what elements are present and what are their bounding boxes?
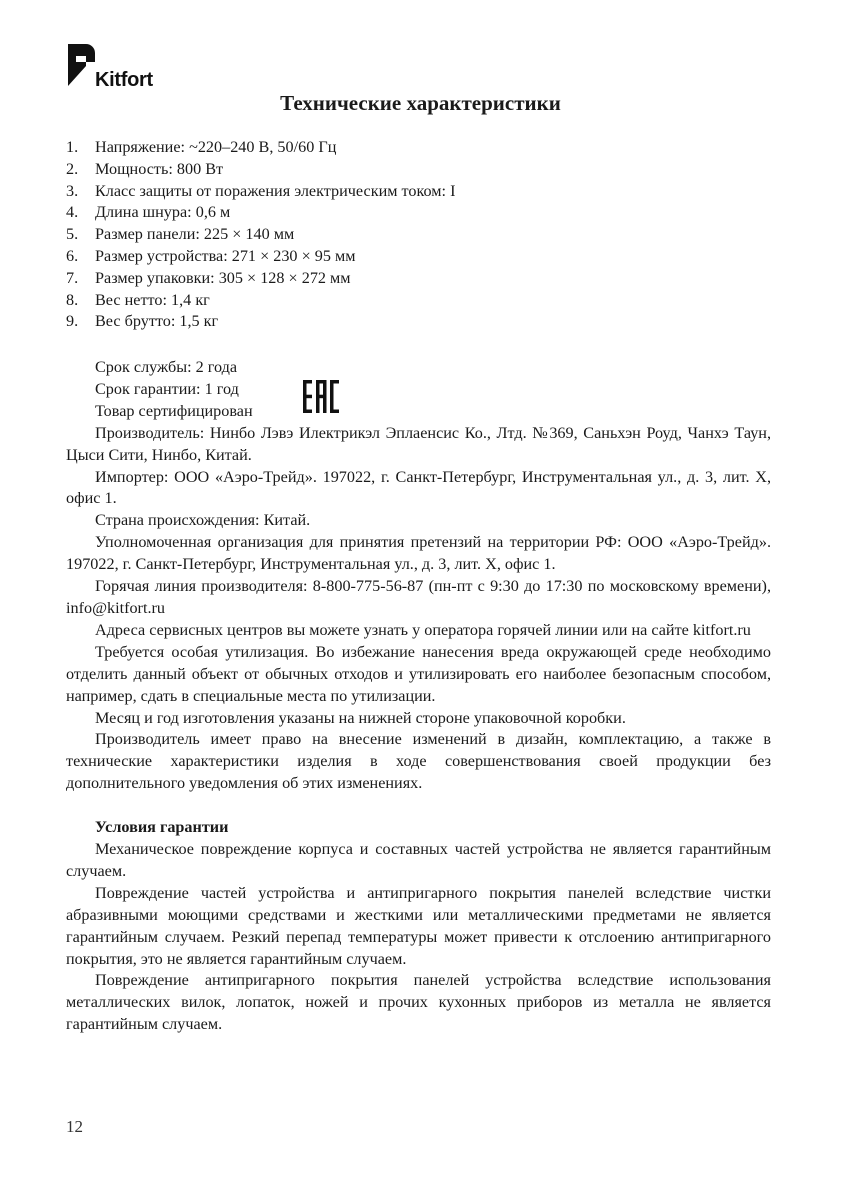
importer: Импортер: ООО «Аэро-Трейд». 197022, г. Санкт-Петербург, Инструментальная ул., д. 3, лит. Х, офис 1. — [66, 467, 771, 508]
authorized-organization: Уполномоченная организация для принятия претензий на территории РФ: ООО «Аэро-Трейд». 197022, г. Санкт-Петербург, Инструментальная ул., д. 3, лит. Х, офис 1. — [66, 533, 771, 574]
item-number: 5. — [66, 225, 79, 244]
specs-list — [66, 137, 455, 333]
item-number: 9. — [66, 312, 79, 331]
hotline: Горячая линия производителя: 8-800-775-56-87 (пн-пт с 9:30 до 17:30 по московскому времени), info@kitfort.ru — [66, 577, 771, 617]
item-number: 4. — [66, 203, 79, 222]
item-number: 1. — [66, 138, 79, 156]
service-centers: Адреса сервисных центров вы можете узнать у оператора горячей линии или на сайте kitfort.ru — [95, 620, 751, 639]
page-title: Технические характеристики — [280, 91, 561, 115]
list-item — [66, 268, 455, 290]
item-number: 2. — [66, 159, 79, 178]
item-text: Вес брутто: 1,5 кг — [95, 312, 219, 331]
list-item — [66, 181, 455, 203]
service-life: Срок службы: 2 года — [95, 358, 238, 376]
list-item — [66, 202, 455, 224]
info-section — [66, 357, 771, 1036]
country-of-origin: Страна происхождения: Китай. — [95, 511, 311, 530]
warranty-period: Срок гарантии: 1 год — [95, 379, 239, 398]
warranty-heading: Условия гарантии — [95, 818, 229, 837]
item-text: Мощность: 800 Вт — [95, 159, 224, 178]
list-item — [66, 290, 455, 312]
manufacture-date-note: Месяц и год изготовления указаны на нижней стороне упаковочной коробки. — [95, 708, 626, 727]
page-number: 12 — [66, 1117, 83, 1136]
brand-name: Kitfort — [95, 69, 153, 91]
list-item — [66, 246, 455, 268]
item-number: 7. — [66, 268, 79, 287]
eac-mark-icon — [303, 380, 339, 413]
certification-block — [66, 357, 771, 423]
manufacturer: Производитель: Нинбо Лэвэ Илектрикэл Эплаенсис Ко., Лтд. №369, Саньхэн Роуд, Чанхэ Таун, Цыси Сити, Нинбо, Китай. — [66, 423, 771, 464]
warranty-paragraph: Механическое повреждение корпуса и составных частей устройства не является гарантийным случаем. — [66, 840, 771, 880]
item-number: 8. — [66, 290, 79, 309]
certified-text: Товар сертифицирован — [95, 401, 253, 420]
item-number: 3. — [66, 181, 79, 200]
item-text: Размер упаковки: 305 × 128 × 272 мм — [95, 268, 351, 287]
item-text: Размер устройства: 271 × 230 × 95 мм — [95, 246, 356, 265]
warranty-paragraph: Повреждение частей устройства и антипригарного покрытия панелей вследствие чистки абразивными моющими средствами и жесткими или металлическими предметами не является гарантийным случаем. Резкий перепад температуры может привести к отслоению антипригарного покрытия, это не является гарантийным случаем. — [66, 883, 771, 968]
item-text: Напряжение: ~220–240 В, 50/60 Гц — [95, 138, 337, 156]
warranty-paragraph: Повреждение антипригарного покрытия панелей устройства вследствие использования металлических вилок, лопаток, ножей и прочих кухонных приборов из металла не является гарантийным случаем. — [66, 971, 771, 1034]
item-text: Длина шнура: 0,6 м — [95, 203, 231, 222]
list-item — [66, 224, 455, 246]
item-text: Размер панели: 225 × 140 мм — [95, 225, 295, 244]
item-text: Вес нетто: 1,4 кг — [95, 290, 210, 309]
list-item — [66, 311, 455, 333]
list-item — [66, 137, 455, 159]
list-item — [66, 159, 455, 181]
item-number: 6. — [66, 246, 79, 265]
kitfort-logo-icon — [66, 42, 96, 92]
changes-disclaimer: Производитель имеет право на внесение изменений в дизайн, комплектацию, а также в технические характеристики изделия в ходе совершенствования своей продукции без дополнительного уведомления об этих изменениях. — [66, 730, 771, 793]
disposal-note: Требуется особая утилизация. Во избежание нанесения вреда окружающей среде необходимо отделить данный объект от обычных отходов и утилизировать его наиболее безопасным способом, например, сдать в специальные места по утилизации. — [66, 642, 771, 705]
item-text: Класс защиты от поражения электрическим током: I — [95, 181, 456, 200]
